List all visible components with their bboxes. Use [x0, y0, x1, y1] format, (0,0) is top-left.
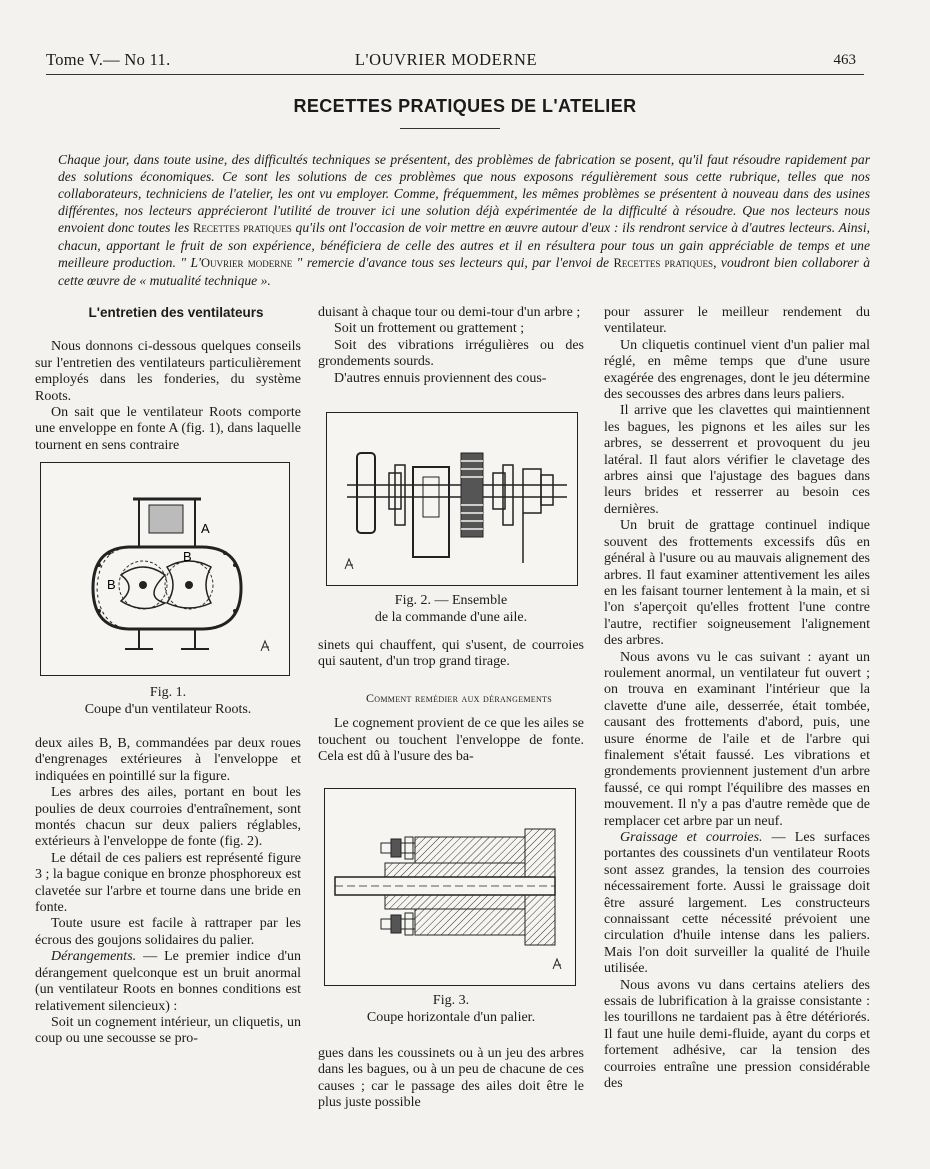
paragraph: duisant à chaque tour ou demi-tour d'un arbre ; [318, 305, 581, 320]
paragraph: D'autres ennuis proviennent des cous- [334, 370, 547, 386]
column-1-bottom [35, 736, 301, 1048]
figure-1-caption: Fig. 1. Coupe d'un ventilateur Roots. [84, 685, 252, 717]
figure-2-caption: Fig. 2. — Ensemble de la commande d'une aile. [374, 593, 528, 625]
paragraph: sinets qui chauffent, qui s'usent, de courroies qui sautent, d'un trop grand tirage. [318, 638, 584, 670]
paragraph: Nous avons vu dans certains ateliers des essais de lubrification à la graisse consistante : les tourillons ne tardaient pas à être détériorés. Il faut une huile demi-fluide, ayant du corps et fortement adhésive, car la tension des courroies entraîne une pression considérable des [604, 977, 870, 1092]
page-number: 463 [833, 52, 856, 68]
paragraph: Les arbres des ailes, portant en bout les poulies de deux courroies d'entraînement, sont montés chacun sur deux paliers réglables, extérieurs à l'enveloppe de fonte (fig. 2). [35, 785, 301, 850]
paragraph: Toute usure est facile à rattraper par les écrous des goujons solidaires du palier. [35, 916, 301, 948]
column-1-top [35, 305, 301, 454]
column-2-bottom [318, 1046, 584, 1112]
paragraph: pour assurer le meilleur rendement du ventilateur. [604, 305, 870, 337]
label-b: B [107, 577, 116, 592]
paragraph: Le cognement provient de ce que les ailes se touchent ou touchent l'enveloppe de fonte. Cela est dû à l'usure des ba- [318, 716, 584, 765]
paragraph: gues dans les coussinets ou à un jeu des arbres dans les bagues, ou à un peu de chacune de ces causes ; car le passage des ailes doit être le plus juste possible [318, 1046, 584, 1111]
article-heading: L'entretien des ventilateurs [88, 305, 264, 320]
paragraph: Soit un frottement ou grattement ; [334, 321, 525, 337]
paragraph: On sait que le ventilateur Roots comporte une enveloppe en fonte A (fig. 1), dans laquelle tournent en sens contraire [35, 405, 301, 453]
section-title: RECETTES PRATIQUES DE L'ATELIER [293, 96, 637, 116]
title-underline [400, 128, 500, 129]
column-3 [604, 305, 870, 1093]
column-2-top [318, 305, 584, 387]
paragraph: deux ailes B, B, commandées par deux roues d'engrenages extérieures à l'enveloppe et indiquées en pointillé sur la figure. [35, 736, 301, 784]
paragraph: Un bruit de grattage continuel indique souvent des frottements excessifs dûs en général à l'usure ou au mauvais alignement des arbres. Il faut examiner attentivement les ailes en les faisant tourner lentement à la main, et si l'on s'aperçoit qu'elles frottent l'une contre l'autre, rectifier soigneusement l'alignement des arbres. [604, 518, 870, 649]
figure-1-roots-blower [40, 462, 290, 676]
figure-3-bearing-section [324, 788, 576, 986]
paragraph: Dérangements. — Le premier indice d'un dérangement quelconque est un bruit anormal (un ventilateur Roots en bonnes conditions est relativement silencieux) : [35, 949, 301, 1014]
running-header [46, 50, 856, 70]
label-b: B [183, 549, 192, 564]
figure-2-drive-assembly [326, 412, 578, 586]
label-a: A [201, 521, 210, 536]
paragraph: Nous avons vu le cas suivant : ayant un roulement anormal, un ventilateur fut ouvert ; on trouva en examinant l'intérieur que la clavette d'une aile, desserrée, était tombée, causant des frottements d'abord, puis, une usure énorme de l'aile et de l'arbre qui finalement s'était faussé. Les vibrations et grondements proviennent justement d'un arbre faussé, ce qui rompt l'équilibre des masses en mouvement. Il n'y a pas d'autre remède que de remplacer cet arbre par un neuf. [604, 649, 870, 829]
figure-3-caption: Fig. 3. Coupe horizontale d'un palier. [366, 993, 536, 1025]
paragraph: Un cliquetis continuel vient d'un palier mal réglé, en même temps que d'une usure exagérée des engrenages, dont le jeu détermine des secousses des arbres dans leurs paliers. [604, 337, 870, 403]
paragraph: Graissage et courroies. — Les surfaces portantes des coussinets d'un ventilateur Roots sont assez grandes, la tension des courroies nécessairement forte. Aussi le graissage doit être assuré largement. Les constructeurs connaissant cette nécessité prévoient une circulation d'huile intense dans les paliers. Mais l'on doit surveiller la qualité de l'huile utilisée. [604, 830, 871, 977]
paragraph: Le détail de ces paliers est représenté figure 3 ; la bague conique en bronze phosphoreux est clavetée sur l'arbre et tourne dans une bride en fonte. [35, 850, 301, 916]
paragraph: Nous donnons ci-dessous quelques conseils sur l'entretien des ventilateurs particulièrement employés dans les fonderies, du système Roots. [35, 339, 301, 404]
header-rule [46, 74, 864, 75]
subsection-heading: Comment remédier aux dérangements [365, 690, 552, 705]
journal-title: L'OUVRIER MODERNE [354, 50, 538, 69]
volume-number: Tome V.— No 11. [46, 50, 171, 69]
paragraph: Soit un cognement intérieur, un cliquetis, un coup ou une secousse se pro- [35, 1014, 301, 1047]
paragraph: Soit des vibrations irrégulières ou des grondements sourds. [318, 337, 584, 370]
column-2-middle [318, 638, 584, 765]
intro-paragraph: Chaque jour, dans toute usine, des difficultés techniques se présentent, des problèmes de fabrication se posent, qu'il faut résoudre rapidement par des solutions économiques. Ce sont les solutions de ces problèmes que nous exposons régulièrement sous cette rubrique, telles que nos collaborateurs, techniciens de l'atelier, les ont vu employer. Comme, fréquemment, les mêmes problèmes se présentent à nouveau dans des usines différentes, nos lecteurs apprécieront l'utilité de trouver ici une solution déjà expérimentée de la difficulté à résoudre. Que nos lecteurs nous envoient donc toutes les Recettes pratiques qu'ils ont l'occasion de voir mettre en œuvre autour d'eux : ils rendront service à d'autres lecteurs. Ainsi, chacun, apportant le fruit de son expérience, bénéficiera de celle des autres et il en résultera pour tous un gain appréciable de temps et une meilleure production. " L'Ouvrier moderne " remercie d'avance tous ses lecteurs qui, par l'envoi de Recettes pratiques, voudront bien collaborer à cette œuvre de « mutualité technique ». [58, 152, 871, 288]
paragraph: Il arrive que les clavettes qui maintiennent les bagues, les pignons et les ailes sur les arbres, se desserrent et provoquent du jeu latéral. Il faut alors vérifier le clavetage des arbres ainsi que l'ajustage des bagues dans leurs brides et resserrer au besoin ces dernières. [604, 403, 870, 517]
